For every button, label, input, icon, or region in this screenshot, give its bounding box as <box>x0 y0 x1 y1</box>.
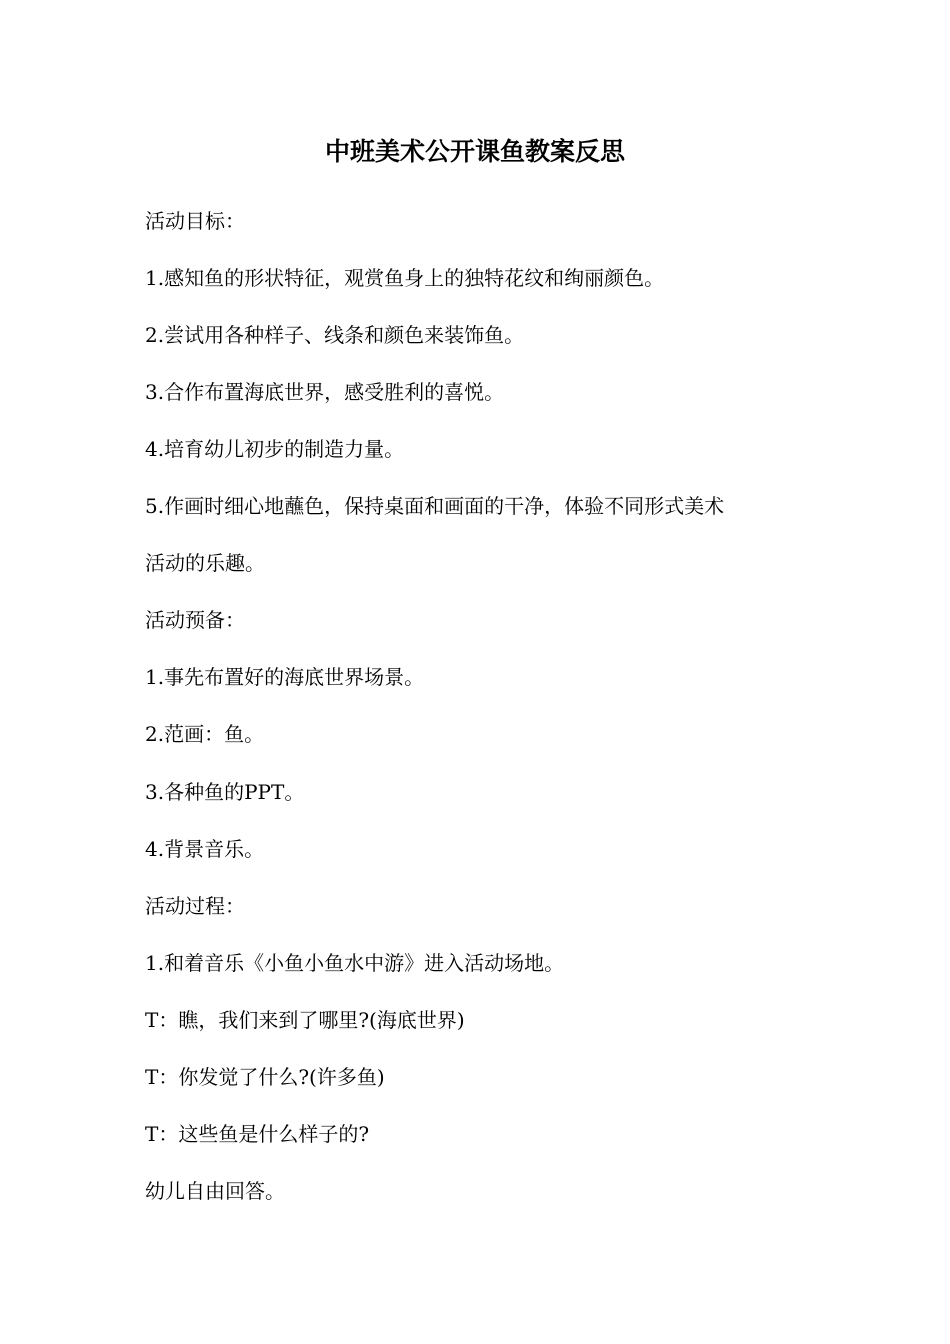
document-title: 中班美术公开课鱼教案反思 <box>324 137 625 166</box>
section-heading-preparation: 活动预备： <box>145 608 245 632</box>
paragraph-line: 2.尝试用各种样子、线条和颜色来装饰鱼。 <box>145 323 525 347</box>
paragraph-line: 1.事先布置好的海底世界场景。 <box>145 665 425 689</box>
paragraph-line: 4.背景音乐。 <box>145 837 265 861</box>
paragraph-line: 1.和着音乐《小鱼小鱼水中游》进入活动场地。 <box>145 951 565 975</box>
paragraph-line: 4.培育幼儿初步的制造力量。 <box>145 437 405 461</box>
section-heading-goals: 活动目标： <box>145 209 245 233</box>
paragraph-line: T：这些鱼是什么样子的? <box>145 1122 370 1146</box>
section-heading-process: 活动过程： <box>145 894 245 918</box>
paragraph-line: 活动的乐趣。 <box>145 551 265 575</box>
paragraph-line: 3.合作布置海底世界，感受胜利的喜悦。 <box>145 380 505 404</box>
paragraph-line: 幼儿自由回答。 <box>145 1179 285 1203</box>
paragraph-line: T：你发觉了什么?(许多鱼) <box>145 1065 385 1089</box>
paragraph-line: 3.各种鱼的PPT。 <box>145 780 305 804</box>
paragraph-line: 5.作画时细心地蘸色，保持桌面和画面的干净，体验不同形式美术 <box>145 494 725 518</box>
paragraph-line: T：瞧，我们来到了哪里?(海底世界) <box>145 1008 465 1032</box>
paragraph-line: 1.感知鱼的形状特征，观赏鱼身上的独特花纹和绚丽颜色。 <box>145 266 665 290</box>
paragraph-line: 2.范画：鱼。 <box>145 722 265 746</box>
